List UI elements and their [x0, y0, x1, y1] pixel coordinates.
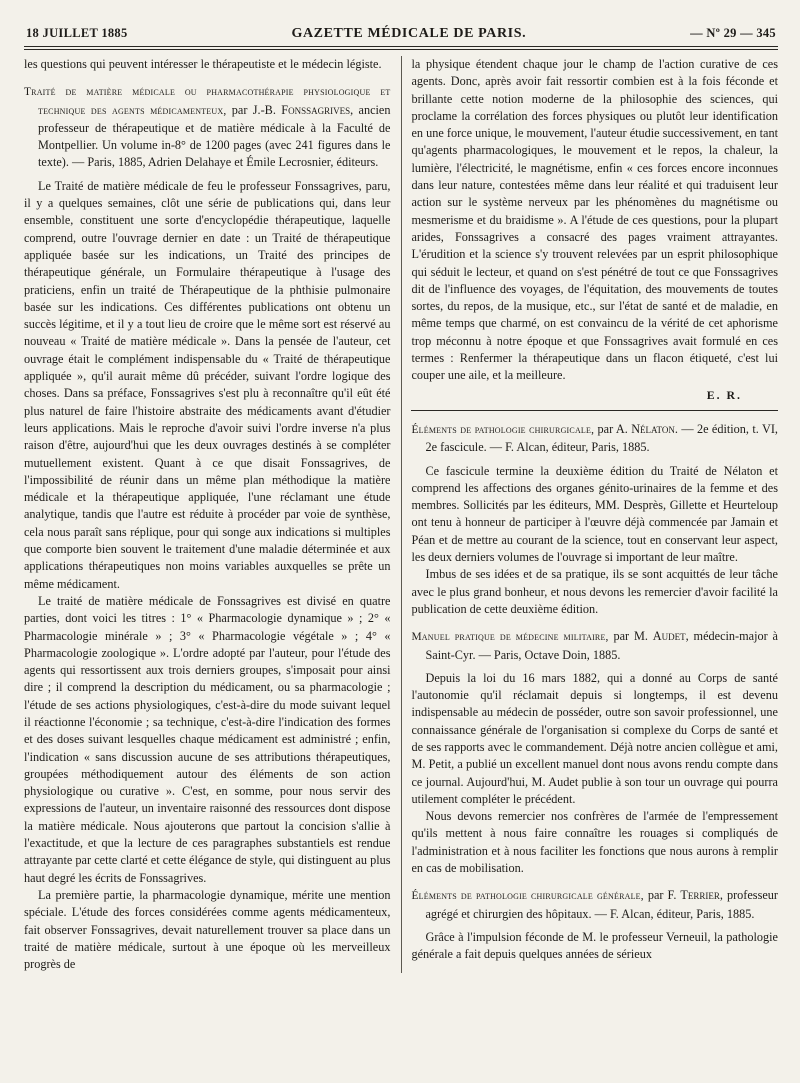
entry-by: par F. — [647, 888, 681, 903]
text-columns — [24, 56, 778, 973]
entry-details: . — 2e édition, t. VI, 2e fascicule. — F. Alcan, éditeur, Paris, 1885. — [425, 421, 778, 455]
section-separator — [411, 410, 778, 411]
paragraph: Grâce à l'impulsion féconde de M. le professeur Verneuil, la pathologie générale a fait depuis quelques années de sérieux — [411, 929, 778, 962]
review-entry-nelaton — [411, 421, 778, 457]
right-column — [411, 56, 778, 973]
entry-author: Fonssagrives — [281, 102, 351, 117]
review-entry-terrier — [411, 887, 778, 923]
entry-details: , médecin-major à Saint-Cyr. — Paris, Octave Doin, 1885. — [425, 629, 778, 662]
entry-author: Audet — [652, 629, 686, 644]
header-date: 18 JUILLET 1885 — [26, 26, 128, 40]
entry-details: , ancien professeur de thérapeutique et de matière médicale à la Faculté de Montpellier. Un volume in-8° de 1200 pages (avec 241 figures dans le texte). — Paris, 1885, Adrien Delahaye et Émile Lecrosnier, éditeurs. — [38, 102, 391, 170]
entry-by: par A. — [597, 421, 632, 436]
continued-paragraph: la physique étendent chaque jour le champ de l'action curative de ces agents. Donc, après avoir fait ressortir combien est à la fois féconde et brillante cette notion moderne de la philosophie des sciences, qui proclame la corrélation des forces physiques ou plutôt leur identification en une force unique, le mouvement, l'auteur étudie successivement, en tant qu'agents pharmacologiques, le mouvement et le repos, la chaleur, la lumière, l'électricité, le magnétisme, enfin « ces forces encore inconnues dans leur nature, contestées même dans leur réalité et qui traduisent leur action sur le système nerveux par les phénomènes du magnétisme ou mesmerisme et du braidisme ». A l'étude de ces questions, pour la plupart arides, Fonssagrives a consacré des pages vraiment attrayantes. L'érudition et la science s'y trouvent relevées par un esprit philosophique qui séduit le lecteur, et quand on s'est pénétré de tout ce que Fonssagrives dit de l'influence des voyages, de l'équitation, des mouvements de toutes sortes, du repos, de la musique, etc., sur l'état de santé et de maladie, en même temps que charmé, on est convaincu de la vérité de cet aphorisme trop méconnu à notre époque et que Fonssagrives avait formulé en ces termes : Renfermer la thérapeutique dans un flacon étiqueté, c'est lui couper une aile, et la meilleure. — [411, 57, 778, 383]
entry-author: Nélaton — [631, 421, 675, 436]
paragraph: Le Traité de matière médicale de feu le professeur Fonssagrives, paru, il y a quelques semaines, clôt une série de publications qui, dans leur ensemble, constituent une sorte d'encyclopédie thérapeutique, laquelle comprend, outre l'ouvrage dernier en date : un Traité de thérapeutique appliquée basée sur les indications, un Traité des principes de thérapeutique générale, un Formulaire thérapeutique à l'usage des praticiens, enfin un traité de Thérapeutique de la phthisie pulmonaire basée sur les indications. Ces différentes publications ont obtenu un succès légitime, et il y a tout lieu de croire que le même sort est réservé au nouveau « Traité de matière médicale ». Dans la pensée de l'auteur, cet ouvrage était le complément indispensable du « Traité de thérapeutique appliquée », qu'il aurait même dû précéder, suivant l'ordre logique des choses. Dans sa préface, Fonssagrives s'est plu à reconnaître qu'il eût été plus naturel de faire l'histoire abstraite des médicaments avant d'étudier leurs applications. Mais le reproche d'avoir suivi l'ordre inverse n'a plus raison d'être, aujourd'hui que les deux ouvrages destinés à se compléter mutuellement existent. Quant à ce que disait Fonssagrives, de l'impossibilité de réunir dans un même plan méthodique la matière médicale et la thérapeutique appliquée, l'une réclamant une étude analytique, tandis que l'autre est réduite à procéder par voie de synthèse, cela nous paraît sans réplique, pour qui songe aux indications si multiples que comporte bien souvent le traitement d'une maladie déterminée et aux applications thérapeutiques non moins variables auxquelles se prête un même médicament. — [24, 178, 391, 591]
review-signature: E. R. — [706, 387, 742, 402]
paragraph: La première partie, la pharmacologie dynamique, mérite une mention spéciale. L'étude des forces considérées comme agents médicamenteux, fait observer Fonssagrives, devait naturellement trouver sa place dans un traité de matière médicale, surtout à une époque où les merveilleux progrès de — [24, 887, 391, 972]
paragraph: Ce fascicule termine la deuxième édition du Traité de Nélaton et comprend les affections des organes génito-urinaires de la femme et des membres. Sollicités par les éditeurs, MM. Desprès, Gillette et Heurteloup ont tenu à honneur de participer à l'œuvre déjà commencée par Jamain et Péan et de mettre au courant de la science, tout en conservant leur aspect, les deux derniers volumes de l'ouvrage si important de leur maître. — [411, 463, 778, 565]
review-entry-fonssagrives — [24, 83, 391, 171]
paragraph: Depuis la loi du 16 mars 1882, qui a donné au Corps de santé l'autonomie qu'il réclamait depuis si longtemps, il est devenu indispensable au médecin de posséder, outre son savoir professionnel, une connaissance générale de l'organisation si complexe du Corps de santé et de ses rapports avec le commandement. Déjà notre ancien collègue et ami, M. Petit, a publié un excellent manuel dont nous avons rendu compte dans ce journal. Aujourd'hui, M. Audet publie à son tour un ouvrage qui pourra utilement compléter le précédent. — [411, 670, 778, 806]
entry-details: , professeur agrégé et chirurgien des hôpitaux. — F. Alcan, éditeur, Paris, 1885. — [425, 888, 778, 921]
header-rule — [24, 46, 778, 50]
entry-title: Éléments de pathologie chirurgicale générale, — [411, 890, 644, 903]
journal-title: GAZETTE MÉDICALE DE PARIS. — [291, 26, 527, 41]
entry-title: Manuel pratique de médecine militaire, — [411, 631, 609, 644]
entry-by: par J.-B. — [231, 102, 282, 117]
entry-author: Terrier — [680, 888, 720, 903]
continued-paragraph: les questions qui peuvent intéresser le thérapeutiste et le médecin légiste. — [24, 57, 382, 71]
column-divider — [401, 56, 402, 973]
review-entry-audet — [411, 628, 778, 664]
entry-title: Éléments de pathologie chirurgicale, — [411, 423, 595, 436]
entry-by: par M. — [613, 629, 653, 644]
paragraph: Le traité de matière médicale de Fonssagrives est divisé en quatre parties, dont voici les titres : 1° « Pharmacologie dynamique » ; 2° « Pharmacologie minérale » ; 3° « Pharmacologie végétale » ; 4° « Pharmacologie zoologique ». L'ordre adopté par l'auteur, pour l'étude des agents qui ressortissent aux trois derniers groupes, s'imposait pour ainsi dire ; il comprend la description du médicament, ou sa pharmacologie ; l'étude de ses actions physiologiques, c'est-à-dire du mode suivant lequel il réactionne l'économie ; sa technique, c'est-à-dire l'indication des formes et des doses suivant lesquelles chaque médicament est administré ; enfin, l'indication « sans discussion aucune de ses attributions thérapeutiques, groupées méthodiquement autour des éléments de son action physiologique ou curative ». C'est, en somme, pour nous servir des expressions de l'auteur, un inventaire raisonné des ressources dont dispose la matière médicale. Nous ajouterons que partout la concision s'allie à l'exactitude, et que la lecture de ces paragraphes substantiels est rendue attrayante par cette clarté et cette élégance de style, qui distinguent au plus haut degré les écrits de Fonssagrives. — [24, 593, 391, 885]
paragraph: Nous devons remercier nos confrères de l'armée de l'empressement qu'ils mettent à nous faire connaître les rouages si compliqués de l'administration et à nous faciliter les fonctions que nous aurons à remplir en cas de mobilisation. — [411, 809, 778, 876]
issue-page-number: — Nº 29 — 345 — [690, 26, 776, 40]
page-header — [24, 26, 778, 46]
entry-title: Traité de matière médicale ou pharmacothérapie physiologique et technique des agents médicamenteux, — [24, 86, 391, 117]
paragraph: Imbus de ses idées et de sa pratique, ils se sont acquittés de leur tâche avec le plus grand bonheur, et nous devons les remercier d'avoir facilité la publication de cette deuxième édition. — [411, 567, 778, 616]
left-column — [24, 56, 391, 973]
